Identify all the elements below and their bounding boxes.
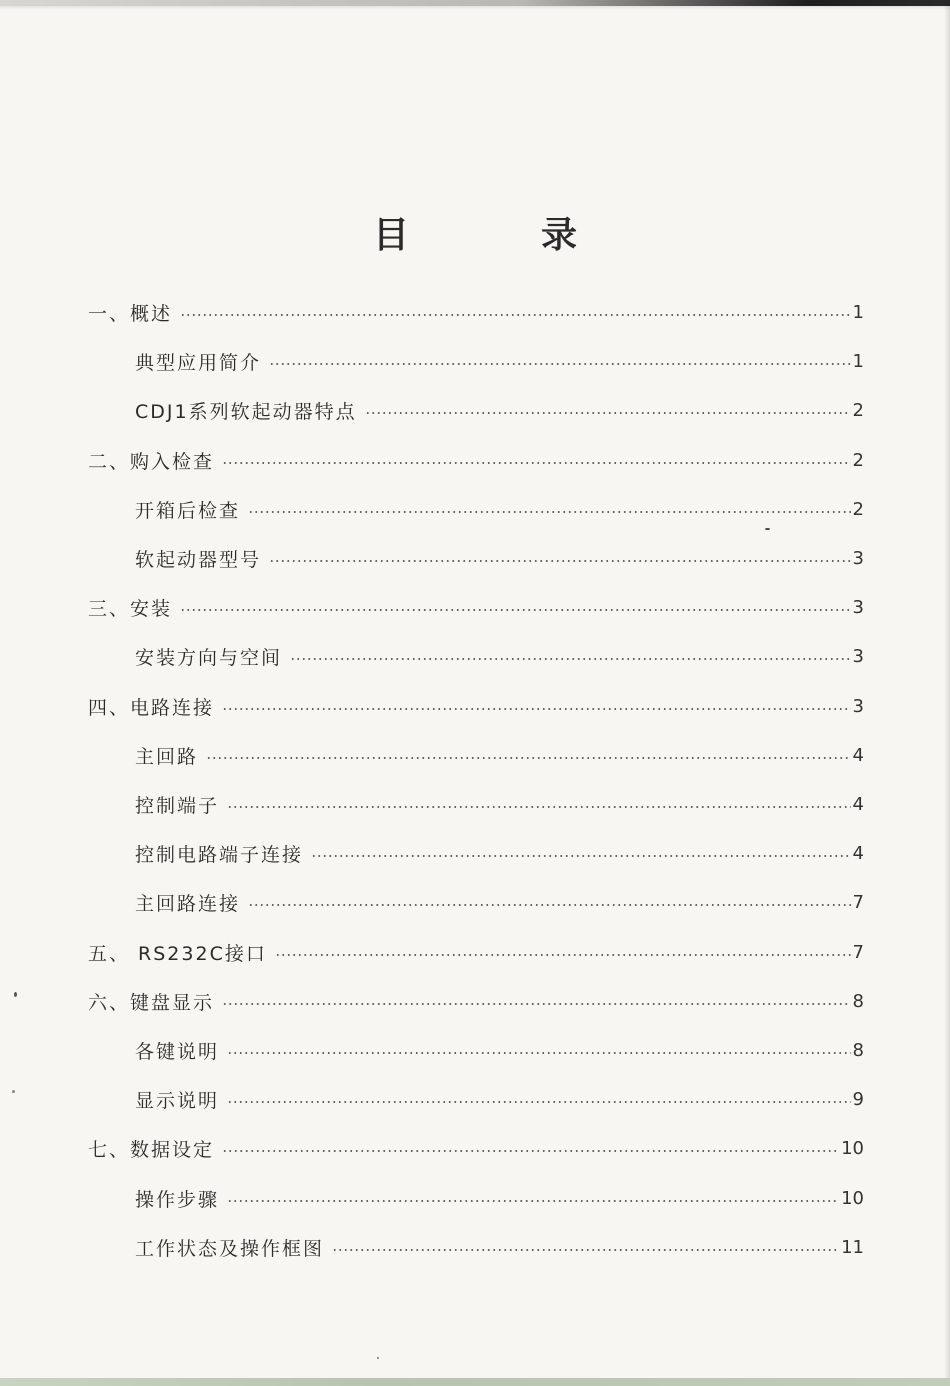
toc-entry-page: 2	[852, 399, 864, 421]
toc-entry-label: 一、概述	[88, 302, 173, 325]
scan-speck	[12, 1090, 15, 1093]
toc-entry-page: 3	[852, 695, 864, 717]
toc-entry	[135, 1229, 864, 1265]
toc-entry-page: 11	[841, 1236, 864, 1258]
toc-entry-label: 二、购入检查	[88, 450, 215, 473]
toc-entry-label: 四、电路连接	[88, 696, 215, 719]
toc-entry-label: 显示说明	[135, 1089, 220, 1112]
toc-entry-page: 4	[852, 842, 864, 864]
toc-entry	[135, 343, 864, 379]
toc-entry-label: 主回路	[135, 745, 199, 768]
toc-entry	[88, 294, 864, 330]
toc-dot-leader	[222, 1150, 839, 1152]
toc-entry-page: 3	[852, 596, 864, 618]
toc-entry-page: 1	[852, 350, 864, 372]
toc-entry-page: 4	[852, 793, 864, 815]
scan-speck	[765, 528, 770, 530]
toc-entry-label: 开箱后检查	[135, 499, 241, 522]
toc-entry-label: 软起动器型号	[135, 548, 262, 571]
toc-entry-label: 主回路连接	[135, 892, 241, 915]
toc-entry	[135, 392, 864, 428]
toc-dot-leader	[332, 1249, 839, 1251]
toc-dot-leader	[290, 658, 851, 660]
toc-dot-leader	[206, 757, 851, 759]
toc-entry	[135, 540, 864, 576]
toc-entry-label: 安装方向与空间	[135, 646, 283, 669]
toc-entry-label: CDJ1系列软起动器特点	[135, 400, 357, 423]
toc-entry	[135, 491, 864, 527]
toc-entry-label: 七、数据设定	[88, 1138, 215, 1161]
toc-entry-page: 8	[852, 990, 864, 1012]
toc-entry-label: 典型应用简介	[135, 351, 262, 374]
toc-dot-leader	[222, 708, 851, 710]
toc-dot-leader	[227, 1052, 851, 1054]
toc-dot-leader	[227, 1101, 851, 1103]
toc-dot-leader	[275, 954, 851, 956]
toc-entry-label: 各键说明	[135, 1040, 220, 1063]
scan-bottom-edge	[0, 1378, 950, 1386]
toc-dot-leader	[248, 511, 851, 513]
toc-entry-page: 7	[852, 891, 864, 913]
toc-entry	[88, 983, 864, 1019]
toc-entry	[135, 1180, 864, 1216]
toc-dot-leader	[227, 1200, 839, 1202]
toc-dot-leader	[180, 314, 851, 316]
toc-entry-page: 7	[852, 941, 864, 963]
toc-entry-label: 六、键盘显示	[88, 991, 215, 1014]
toc-dot-leader	[227, 806, 851, 808]
toc-entry	[88, 589, 864, 625]
toc-dot-leader	[311, 855, 851, 857]
toc-dot-leader	[222, 462, 851, 464]
scan-speck	[14, 992, 17, 997]
toc-entry-label: 五、 RS232C接口	[88, 942, 267, 965]
toc-dot-leader	[269, 560, 851, 562]
toc-entry	[88, 1130, 864, 1166]
toc-dot-leader	[365, 412, 851, 414]
toc-entry-page: 3	[852, 547, 864, 569]
toc-entry	[88, 442, 864, 478]
toc-entry-page: 1	[852, 301, 864, 323]
toc-entry	[88, 934, 864, 970]
toc-entry-label: 工作状态及操作框图	[135, 1237, 325, 1260]
toc-entry-page: 8	[852, 1039, 864, 1061]
page-title: 目 录	[372, 215, 625, 256]
toc-entry-page: 2	[852, 449, 864, 471]
toc-entry	[135, 1081, 864, 1117]
toc-entry-page: 3	[852, 645, 864, 667]
toc-dot-leader	[269, 363, 851, 365]
toc-entry	[88, 688, 864, 724]
toc-entry-page: 4	[852, 744, 864, 766]
toc-dot-leader	[222, 1003, 851, 1005]
toc-entry-page: 2	[852, 498, 864, 520]
toc-dot-leader	[248, 904, 851, 906]
toc-entry	[135, 884, 864, 920]
toc-entry-page: 9	[852, 1088, 864, 1110]
toc-entry-page: 10	[841, 1187, 864, 1209]
toc-entry-label: 操作步骤	[135, 1188, 220, 1211]
toc-entry	[135, 1032, 864, 1068]
toc-entry	[135, 835, 864, 871]
toc-entry-label: 控制端子	[135, 794, 220, 817]
toc-dot-leader	[180, 609, 851, 611]
toc-entry-label: 控制电路端子连接	[135, 843, 304, 866]
scan-top-shadow	[0, 6, 950, 10]
toc-entry	[135, 638, 864, 674]
toc-entry-page: 10	[841, 1137, 864, 1159]
toc-entry	[135, 786, 864, 822]
toc-entry	[135, 737, 864, 773]
toc-entry-label: 三、安装	[88, 597, 173, 620]
scan-speck	[377, 1357, 379, 1359]
